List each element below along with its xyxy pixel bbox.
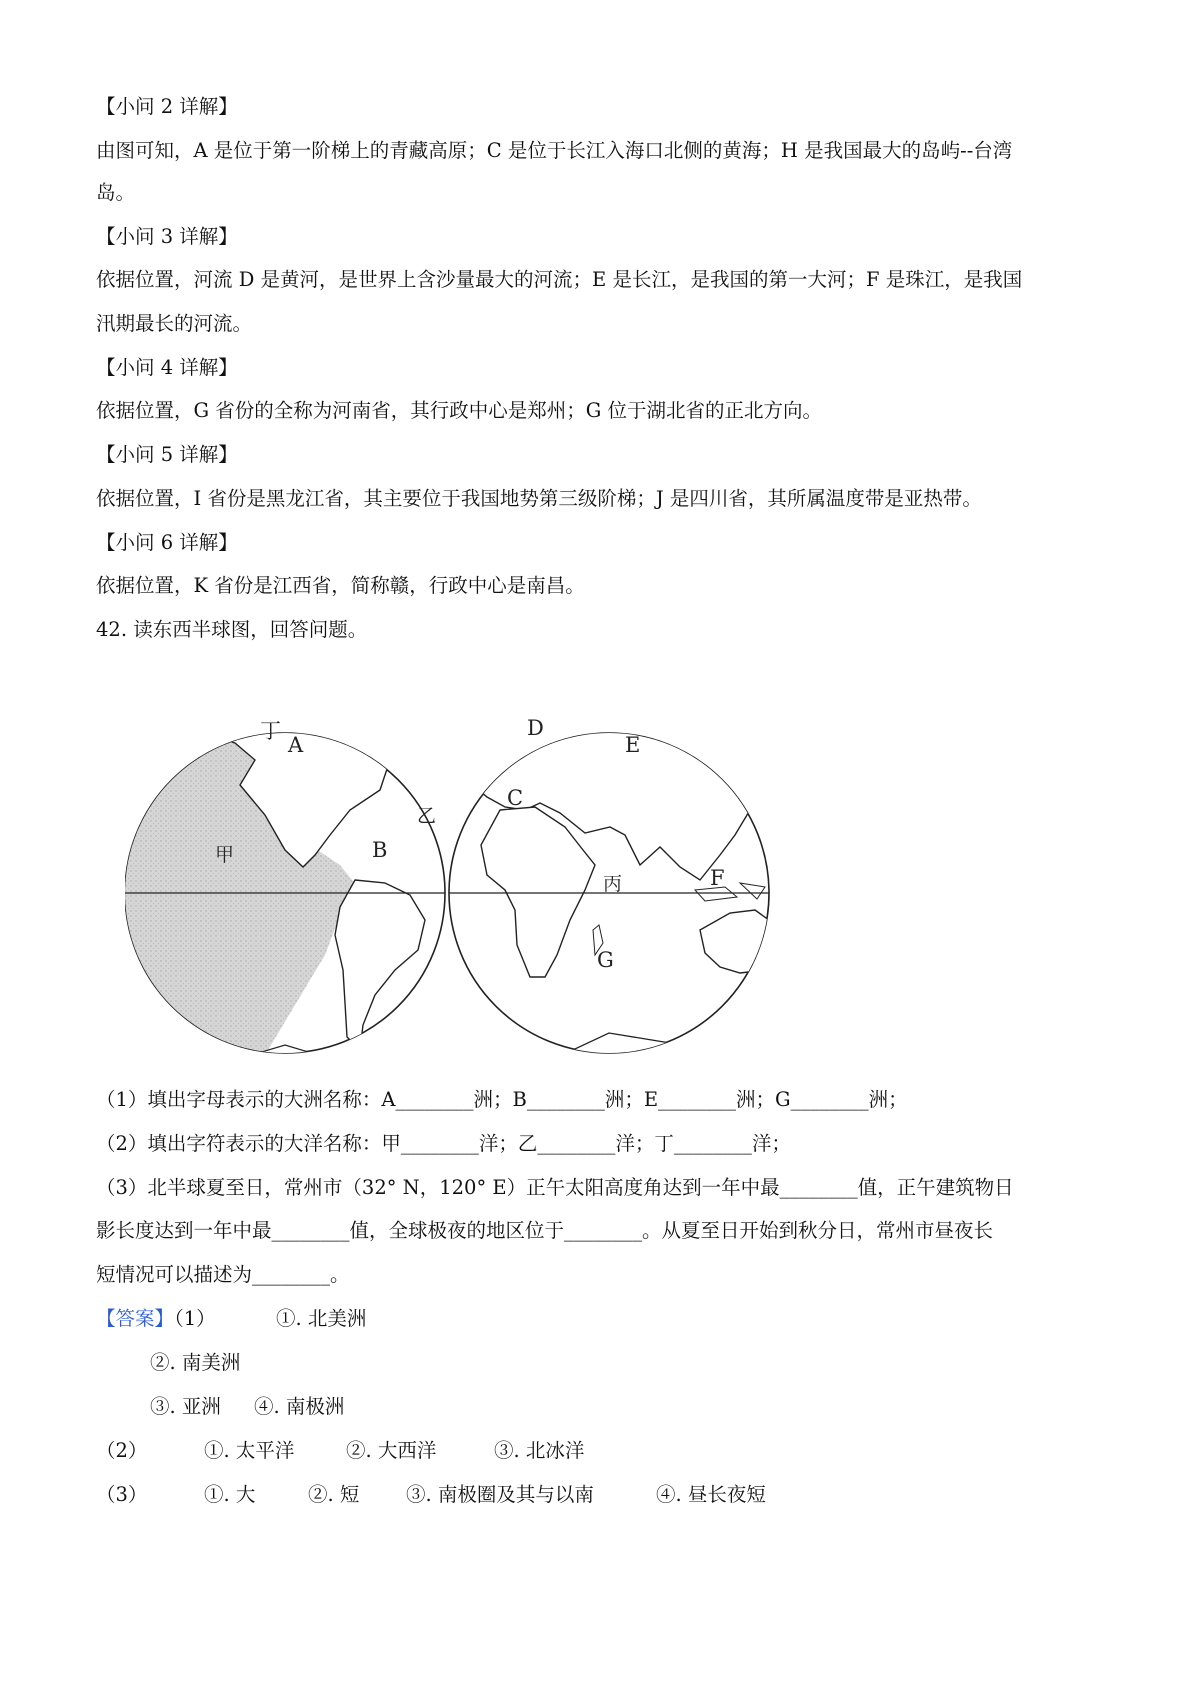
eastern-hemisphere [449, 715, 785, 1080]
map-label-yi: 乙 [417, 805, 437, 827]
answer-3-item-1: ①. 大 [204, 1483, 256, 1506]
map-label-e: E [625, 733, 641, 757]
hemisphere-map [125, 715, 825, 1080]
section-4-text-line-1: 依据位置，G 省份的全称为河南省，其行政中心是郑州；G 位于湖北省的正北方向。 [96, 399, 823, 422]
question-1-text: （1）填出字母表示的大洲名称：A________洲；B________洲；E________洲；G________洲； [96, 1088, 908, 1111]
section-5-heading: 【小问 5 详解】 [96, 443, 238, 466]
map-label-f: F [710, 866, 725, 890]
section-6-heading: 【小问 6 详解】 [96, 531, 238, 554]
answer-2-item-1: ①. 太平洋 [204, 1439, 295, 1462]
answer-1-item-4: ④. 南极洲 [254, 1395, 345, 1418]
answer-line-2 [96, 1436, 1106, 1466]
answer-line-3 [150, 1392, 1160, 1422]
answer-1-item-3: ③. 亚洲 [150, 1395, 221, 1418]
section-6-text-line-1: 依据位置，K 省份是江西省，简称赣，行政中心是南昌。 [96, 574, 585, 597]
question-42-title: 42. 读东西半球图，回答问题。 [96, 618, 368, 641]
question-2-text: （2）填出字符表示的大洋名称：甲________洋；乙________洋；丁________洋； [96, 1132, 791, 1155]
western-hemisphere [125, 715, 445, 1080]
answer-2-prefix: （2） [96, 1439, 148, 1462]
section-3-text-line-1: 依据位置，河流 D 是黄河，是世界上含沙量最大的河流；E 是长江，是我国的第一大河；F 是珠江，是我国 [96, 268, 1023, 291]
section-3-heading: 【小问 3 详解】 [96, 225, 238, 248]
answer-1-item-2: ②. 南美洲 [150, 1351, 241, 1374]
answer-line-3-group [96, 1480, 1106, 1510]
map-label-b: B [372, 838, 388, 862]
answer-tag: 【答案】 [96, 1307, 175, 1330]
section-4-heading: 【小问 4 详解】 [96, 356, 238, 379]
answer-3-item-4: ④. 昼长夜短 [656, 1483, 766, 1506]
answer-1-prefix: （1） [174, 1307, 216, 1330]
section-5-text-line-1: 依据位置，I 省份是黑龙江省，其主要位于我国地势第三级阶梯；J 是四川省，其所属温度带是亚热带。 [96, 487, 982, 510]
map-label-g: G [597, 948, 614, 972]
question-3-text-line-1: （3）北半球夏至日，常州市（32° N，120° E）正午太阳高度角达到一年中最________值，正午建筑物日 [96, 1176, 1014, 1199]
section-2-text-line-2: 岛。 [96, 181, 136, 204]
section-3-text-line-2: 汛期最长的河流。 [96, 312, 253, 335]
question-3-text-line-3: 短情况可以描述为________。 [96, 1263, 350, 1286]
section-2-heading: 【小问 2 详解】 [96, 95, 238, 118]
answer-line-1 [96, 1304, 1106, 1334]
section-2-text-line-1: 由图可知，A 是位于第一阶梯上的青藏高原；C 是位于长江入海口北侧的黄海；H 是我国最大的岛屿--台湾 [96, 139, 1013, 162]
question-3-text-line-2: 影长度达到一年中最________值，全球极夜的地区位于________。从夏至日开始到秋分日，常州市昼夜长 [96, 1219, 994, 1242]
map-label-ding: 丁 [260, 719, 281, 743]
answer-2-item-2: ②. 大西洋 [346, 1439, 437, 1462]
map-label-bing: 丙 [603, 873, 623, 895]
answer-2-item-3: ③. 北冰洋 [494, 1439, 585, 1462]
answer-3-item-3: ③. 南极圈及其与以南 [406, 1483, 594, 1506]
answer-3-prefix: （3） [96, 1483, 148, 1506]
map-label-c: C [507, 786, 524, 810]
map-label-jia: 甲 [215, 844, 235, 866]
answer-1-item-1: ①. 北美洲 [276, 1307, 367, 1330]
map-label-d: D [527, 716, 544, 740]
map-label-a: A [288, 733, 304, 757]
answer-3-item-2: ②. 短 [308, 1483, 360, 1506]
hemisphere-map-svg [125, 715, 825, 1080]
